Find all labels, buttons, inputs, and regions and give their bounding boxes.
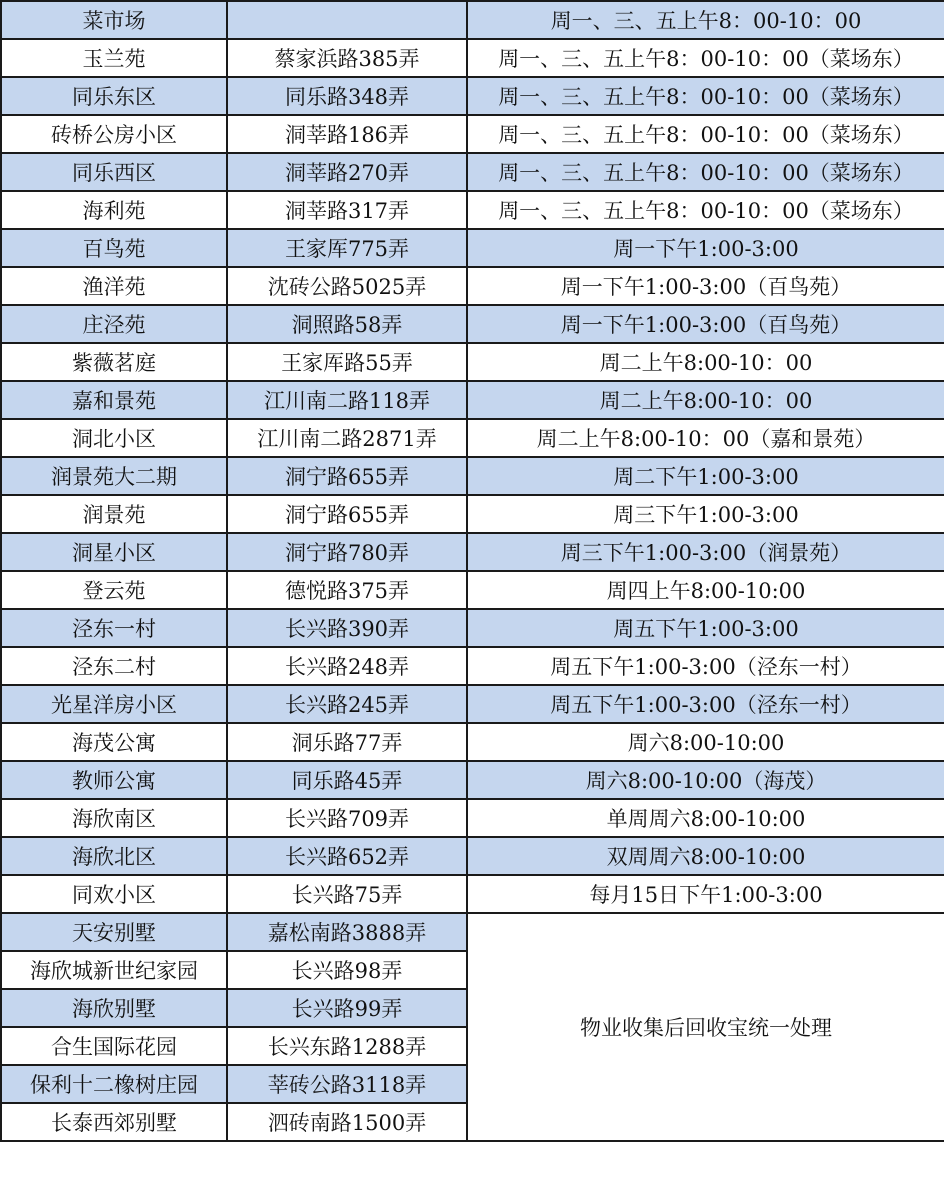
address-cell: 嘉松南路3888弄 [227,913,467,951]
collection-time-cell: 周二上午8:00-10：00 [467,343,944,381]
community-name-cell: 嘉和景苑 [1,381,227,419]
table-row [1,685,944,723]
collection-time-cell: 周四上午8:00-10:00 [467,571,944,609]
collection-time-cell: 周五下午1:00-3:00 [467,609,944,647]
community-name-cell: 润景苑 [1,495,227,533]
address-cell: 长兴路652弄 [227,837,467,875]
community-name-cell: 海欣南区 [1,799,227,837]
community-name-cell: 登云苑 [1,571,227,609]
collection-time-cell: 周六8:00-10:00 [467,723,944,761]
community-name-cell: 紫薇茗庭 [1,343,227,381]
community-name-cell: 天安别墅 [1,913,227,951]
collection-time-cell: 周一、三、五上午8：00-10：00（菜场东） [467,77,944,115]
table-row [1,761,944,799]
address-cell: 洞莘路186弄 [227,115,467,153]
collection-time-cell: 周一下午1:00-3:00（百鸟苑） [467,305,944,343]
address-cell: 长兴东路1288弄 [227,1027,467,1065]
table-row [1,229,944,267]
address-cell: 王家厍775弄 [227,229,467,267]
collection-time-cell: 周一、三、五上午8：00-10：00（菜场东） [467,153,944,191]
community-name-cell: 合生国际花园 [1,1027,227,1065]
table-row [1,343,944,381]
collection-time-cell: 每月15日下午1:00-3:00 [467,875,944,913]
collection-time-cell: 周一、三、五上午8：00-10：00（菜场东） [467,39,944,77]
collection-time-cell: 周二下午1:00-3:00 [467,457,944,495]
address-cell: 长兴路709弄 [227,799,467,837]
collection-time-cell: 周三下午1:00-3:00 [467,495,944,533]
collection-time-cell: 周五下午1:00-3:00（泾东一村） [467,685,944,723]
table-row [1,913,944,951]
table-row [1,571,944,609]
table-row [1,495,944,533]
table-row [1,381,944,419]
community-name-cell: 海欣城新世纪家园 [1,951,227,989]
address-cell: 长兴路390弄 [227,609,467,647]
community-name-cell: 庄泾苑 [1,305,227,343]
table-row [1,1,944,39]
table-row [1,191,944,229]
community-name-cell: 同乐东区 [1,77,227,115]
collection-time-cell: 周二上午8:00-10：00（嘉和景苑） [467,419,944,457]
address-cell: 江川南二路118弄 [227,381,467,419]
address-cell: 长兴路248弄 [227,647,467,685]
community-name-cell: 泾东二村 [1,647,227,685]
address-cell: 沈砖公路5025弄 [227,267,467,305]
table-row [1,799,944,837]
collection-time-cell: 周一下午1:00-3:00（百鸟苑） [467,267,944,305]
community-name-cell: 渔洋苑 [1,267,227,305]
address-cell: 洞宁路655弄 [227,457,467,495]
community-name-cell: 海茂公寓 [1,723,227,761]
table-row [1,533,944,571]
collection-time-cell: 周一、三、五上午8：00-10：00（菜场东） [467,115,944,153]
table-row [1,837,944,875]
property-collection-note: 物业收集后回收宝统一处理 [467,913,944,1141]
table-row [1,419,944,457]
community-name-cell: 海欣别墅 [1,989,227,1027]
address-cell: 蔡家浜路385弄 [227,39,467,77]
address-cell: 长兴路99弄 [227,989,467,1027]
address-cell: 德悦路375弄 [227,571,467,609]
address-cell [227,1,467,39]
community-name-cell: 洞北小区 [1,419,227,457]
address-cell: 洞宁路780弄 [227,533,467,571]
collection-time-cell: 周一、三、五上午8：00-10：00（菜场东） [467,191,944,229]
address-cell: 洞莘路270弄 [227,153,467,191]
community-name-cell: 泾东一村 [1,609,227,647]
community-name-cell: 百鸟苑 [1,229,227,267]
collection-time-cell: 双周周六8:00-10:00 [467,837,944,875]
schedule-body [1,1,944,1141]
community-name-cell: 同乐西区 [1,153,227,191]
collection-time-cell: 周六8:00-10:00（海茂） [467,761,944,799]
table-row [1,305,944,343]
address-cell: 同乐路45弄 [227,761,467,799]
collection-time-cell: 周一下午1:00-3:00 [467,229,944,267]
address-cell: 莘砖公路3118弄 [227,1065,467,1103]
collection-time-cell: 周二上午8:00-10：00 [467,381,944,419]
community-name-cell: 玉兰苑 [1,39,227,77]
community-name-cell: 菜市场 [1,1,227,39]
table-row [1,875,944,913]
table-row [1,77,944,115]
collection-time-cell: 单周周六8:00-10:00 [467,799,944,837]
community-name-cell: 光星洋房小区 [1,685,227,723]
table-row [1,609,944,647]
address-cell: 洞莘路317弄 [227,191,467,229]
address-cell: 同乐路348弄 [227,77,467,115]
address-cell: 江川南二路2871弄 [227,419,467,457]
table-row [1,267,944,305]
table-row [1,153,944,191]
address-cell: 长兴路98弄 [227,951,467,989]
table-row [1,457,944,495]
community-name-cell: 同欢小区 [1,875,227,913]
collection-time-cell: 周一、三、五上午8：00-10：00 [467,1,944,39]
community-name-cell: 润景苑大二期 [1,457,227,495]
community-name-cell: 保利十二橡树庄园 [1,1065,227,1103]
community-name-cell: 教师公寓 [1,761,227,799]
collection-time-cell: 周五下午1:00-3:00（泾东一村） [467,647,944,685]
address-cell: 王家厍路55弄 [227,343,467,381]
community-name-cell: 海欣北区 [1,837,227,875]
table-row [1,115,944,153]
address-cell: 洞乐路77弄 [227,723,467,761]
community-name-cell: 海利苑 [1,191,227,229]
address-cell: 洞照路58弄 [227,305,467,343]
table-row [1,723,944,761]
address-cell: 泗砖南路1500弄 [227,1103,467,1141]
address-cell: 长兴路75弄 [227,875,467,913]
community-name-cell: 长泰西郊别墅 [1,1103,227,1141]
table-row [1,647,944,685]
address-cell: 洞宁路655弄 [227,495,467,533]
community-name-cell: 砖桥公房小区 [1,115,227,153]
collection-time-cell: 周三下午1:00-3:00（润景苑） [467,533,944,571]
community-name-cell: 洞星小区 [1,533,227,571]
address-cell: 长兴路245弄 [227,685,467,723]
table-row [1,39,944,77]
